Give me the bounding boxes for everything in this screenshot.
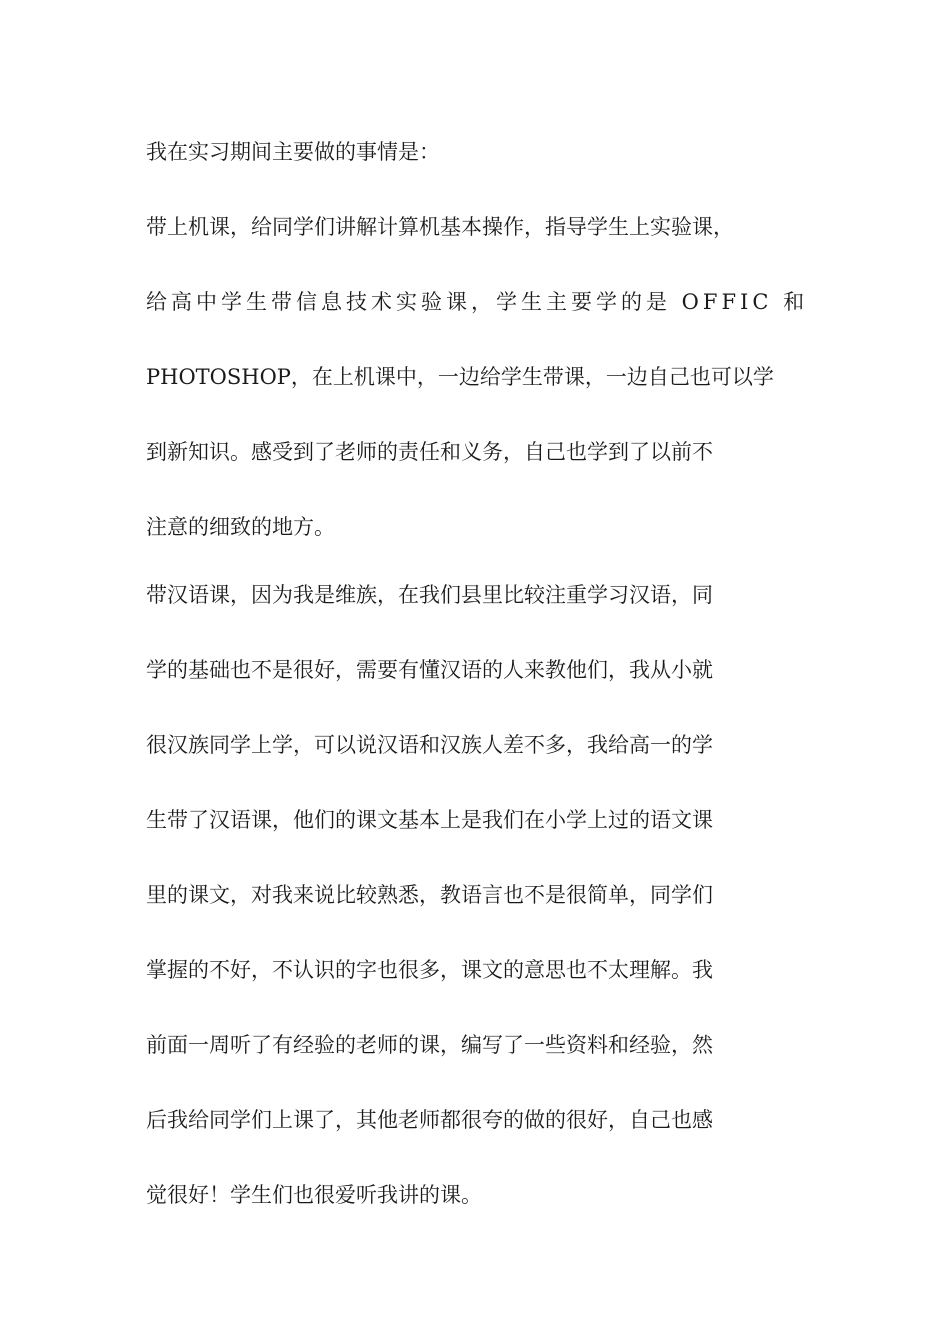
text-line: 我在实习期间主要做的事情是： bbox=[146, 140, 440, 164]
text-line: 觉很好！学生们也很爱听我讲的课。 bbox=[146, 1183, 482, 1207]
text-line: 学的基础也不是很好，需要有懂汉语的人来教他们，我从小就 bbox=[146, 658, 713, 682]
text-line: 前面一周听了有经验的老师的课，编写了一些资料和经验，然 bbox=[146, 1033, 713, 1057]
text-line: 生带了汉语课，他们的课文基本上是我们在小学上过的语文课 bbox=[146, 808, 713, 832]
text-line: 给高中学生带信息技术实验课，学生主要学的是 OFFIC 和 bbox=[146, 290, 809, 314]
text-line: 带汉语课，因为我是维族，在我们县里比较注重学习汉语，同 bbox=[146, 583, 713, 607]
text-line: 带上机课，给同学们讲解计算机基本操作，指导学生上实验课， bbox=[146, 215, 734, 239]
text-line: 到新知识。感受到了老师的责任和义务，自己也学到了以前不 bbox=[146, 440, 713, 464]
text-line: 注意的细致的地方。 bbox=[146, 515, 335, 539]
text-line: 掌握的不好，不认识的字也很多，课文的意思也不太理解。我 bbox=[146, 958, 713, 982]
text-line: 后我给同学们上课了，其他老师都很夸的做的很好，自己也感 bbox=[146, 1108, 713, 1132]
text-line: 很汉族同学上学，可以说汉语和汉族人差不多，我给高一的学 bbox=[146, 733, 713, 757]
document-body bbox=[146, 128, 836, 1246]
text-line: PHOTOSHOP，在上机课中，一边给学生带课，一边自己也可以学 bbox=[146, 365, 774, 389]
text-line: 里的课文，对我来说比较熟悉，教语言也不是很简单，同学们 bbox=[146, 883, 713, 907]
